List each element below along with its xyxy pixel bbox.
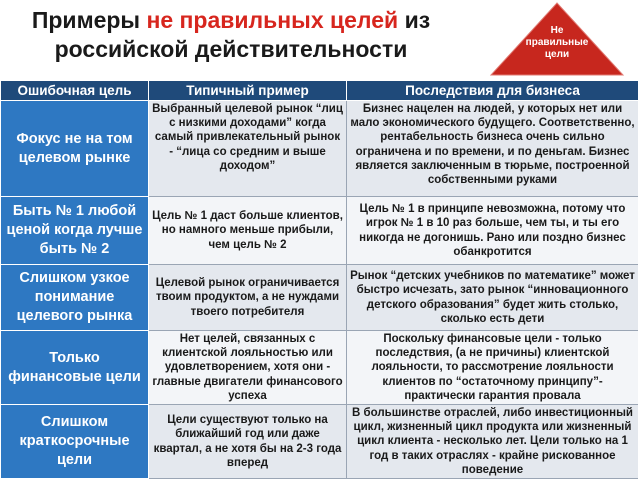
table-header-row <box>1 81 638 101</box>
wrong-goals-badge <box>487 1 627 77</box>
badge-label-line-1: Не <box>550 25 564 36</box>
slide-header <box>0 0 638 80</box>
slide-title <box>0 6 462 64</box>
row-goal: Только финансовые цели <box>1 331 149 405</box>
row-goal: Слишком узкое понимание целевого рынка <box>1 265 149 331</box>
table-row <box>1 331 638 405</box>
row-consequence: Цель № 1 в принципе невозможна, потому что игрок № 1 в 10 раз больше, чем ты, и ты его никогда не догонишь. Рано или поздно бизнес обанкротится <box>347 197 638 265</box>
badge-label-line-3: цели <box>544 49 570 60</box>
row-example: Нет целей, связанных с клиентской лояльностью или удовлетворением, хотя они - главные двигатели финансового успеха <box>149 331 347 405</box>
badge-label <box>487 25 627 61</box>
row-consequence: В большинстве отраслей, либо инвестиционный цикл, жизненный цикл продукта или жизненный цикл клиента - несколько лет. Цели только на 1 год в таких отраслях - крайне рискованное поведение <box>347 405 638 479</box>
row-goal: Фокус не на том целевом рынке <box>1 101 149 197</box>
table-row <box>1 405 638 479</box>
header-business-consequences: Последствия для бизнеса <box>347 81 638 101</box>
title-part-1: Примеры <box>31 7 147 33</box>
header-wrong-goal: Ошибочная цель <box>1 81 149 101</box>
row-example: Выбранный целевой рынок “лиц с низкими доходами” когда самый привлекательный рынок - “лица со средним и выше доходом” <box>149 101 347 197</box>
title-highlight: не правильных целей <box>146 7 399 33</box>
badge-label-line-2: правильные <box>525 37 589 48</box>
row-consequence: Поскольку финансовые цели - только последствия, (а не причины) клиентской лояльности, то рассмотрение лояльности клиентов по “остаточному принципу”- практически гарантия провала <box>347 331 638 405</box>
table-row <box>1 197 638 265</box>
row-example: Цели существуют только на ближайший год или даже квартал, а не хотя бы на 2-3 года вперед <box>149 405 347 479</box>
header-typical-example: Типичный пример <box>149 81 347 101</box>
row-example: Целевой рынок ограничивается твоим продуктом, а не нуждами твоего потребителя <box>149 265 347 331</box>
table-row <box>1 101 638 197</box>
row-goal: Быть № 1 любой ценой когда лучше быть № 2 <box>1 197 149 265</box>
row-consequence: Рынок “детских учебников по математике” может быстро исчезать, зато рынок “инновационного детского образования” будет жить столько, сколько есть дети <box>347 265 638 331</box>
table-row <box>1 265 638 331</box>
row-goal: Слишком краткосрочные цели <box>1 405 149 479</box>
wrong-goals-table <box>0 80 638 479</box>
row-consequence: Бизнес нацелен на людей, у которых нет или мало экономического будущего. Соответственно, рентабельность бизнеса очень сильно ограничена и по времени, и по деньгам. Бизнес является заключенным в тюрьме, построенной собственными руками <box>347 101 638 197</box>
row-example: Цель № 1 даст больше клиентов, но намного меньше прибыли, чем цель № 2 <box>149 197 347 265</box>
title-part-2: из российской действительности <box>54 7 431 62</box>
